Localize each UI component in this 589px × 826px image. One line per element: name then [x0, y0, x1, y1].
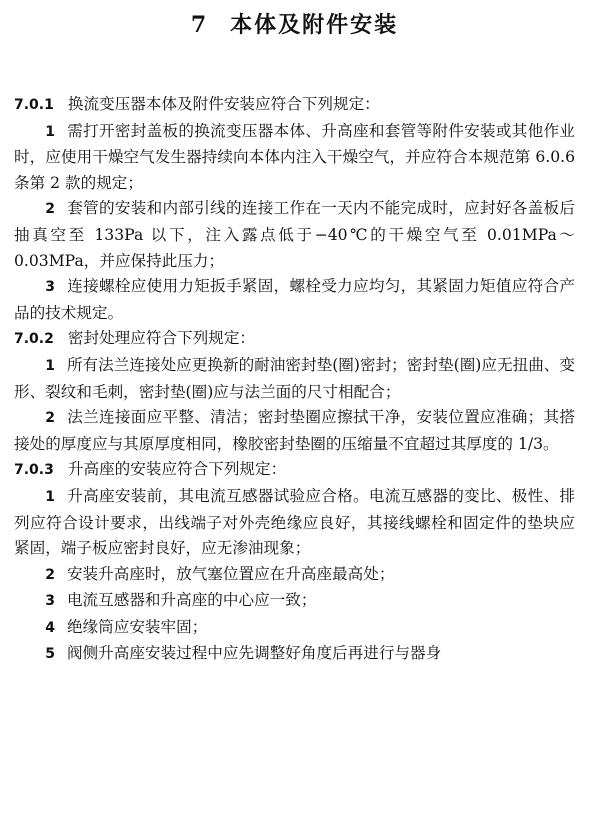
clause-number: 7.0.1 — [14, 97, 54, 113]
item-number: 3 — [45, 593, 55, 610]
clause-7-0-1 — [14, 92, 575, 119]
item-text: 连接螺栓应使用力矩扳手紧固，螺栓受力应均匀，其紧固力矩值应符合产品的技术规定。 — [14, 277, 575, 322]
clause-text: 升高座的安装应符合下列规定： — [67, 460, 287, 479]
clause-7-0-2 — [14, 326, 575, 353]
item-text: 阀侧升高座安装过程中应先调整好角度后再进行与器身 — [66, 644, 442, 663]
item-number: 5 — [45, 646, 55, 663]
list-item — [14, 274, 575, 326]
item-number: 3 — [45, 279, 55, 296]
item-text: 所有法兰连接处应更换新的耐油密封垫(圈)密封；密封垫(圈)应无扭曲、变形、裂纹和毛刺，密封垫(圈)应与法兰面的尺寸相配合； — [14, 355, 575, 401]
list-item — [14, 588, 575, 615]
list-item — [14, 353, 575, 405]
item-number: 1 — [45, 488, 55, 505]
list-item — [14, 641, 575, 668]
clause-number: 7.0.3 — [14, 462, 54, 479]
list-item — [14, 484, 575, 562]
clause-text: 换流变压器本体及附件安装应符合下列规定： — [67, 95, 380, 113]
item-number: 1 — [45, 357, 55, 374]
item-text: 升高座安装前，其电流互感器试验应合格。电流互感器的变比、极性、排列应符合设计要求，出线端子对外壳绝缘应良好，其接线螺栓和固定件的垫块应紧固，端子板应密封良好，应无渗油现象； — [14, 486, 575, 558]
chapter-number: 7 — [190, 12, 209, 38]
item-number: 2 — [45, 410, 55, 427]
list-item — [14, 196, 575, 274]
clause-7-0-3 — [14, 457, 575, 484]
list-item — [14, 562, 575, 589]
item-text: 需打开密封盖板的换流变压器本体、升高座和套管等附件安装或其他作业时，应使用干燥空气发生器持续向本体内注入干燥空气，并应符合本规范第 6.0.6 条第 2 款的规定； — [14, 121, 575, 192]
item-text: 套管的安装和内部引线的连接工作在一天内不能完成时，应封好各盖板后抽真空至 133Pa 以下，注入露点低于−40℃的干燥空气至 0.01MPa～0.03MPa，并应保持此压力； — [14, 199, 575, 270]
chapter-title — [14, 10, 575, 40]
item-text: 法兰连接面应平整、清洁；密封垫圈应擦拭干净，安装位置应准确；其搭接处的厚度应与其原厚度相同，橡胶密封垫圈的压缩量不宜超过其厚度的 1/3。 — [14, 408, 575, 453]
item-text: 电流互感器和升高座的中心应一致； — [66, 591, 317, 610]
item-text: 安装升高座时，放气塞位置应在升高座最高处； — [66, 564, 395, 583]
chapter-title-text: 本体及附件安装 — [230, 12, 399, 38]
item-number: 2 — [45, 201, 55, 218]
item-text: 绝缘筒应安装牢固； — [66, 617, 208, 636]
clause-number: 7.0.2 — [14, 331, 54, 348]
clause-text: 密封处理应符合下列规定： — [67, 329, 256, 348]
list-item — [14, 119, 575, 197]
item-number: 1 — [45, 123, 55, 140]
item-number: 2 — [45, 566, 55, 583]
list-item — [14, 405, 575, 457]
item-number: 4 — [45, 619, 55, 636]
list-item — [14, 615, 575, 642]
